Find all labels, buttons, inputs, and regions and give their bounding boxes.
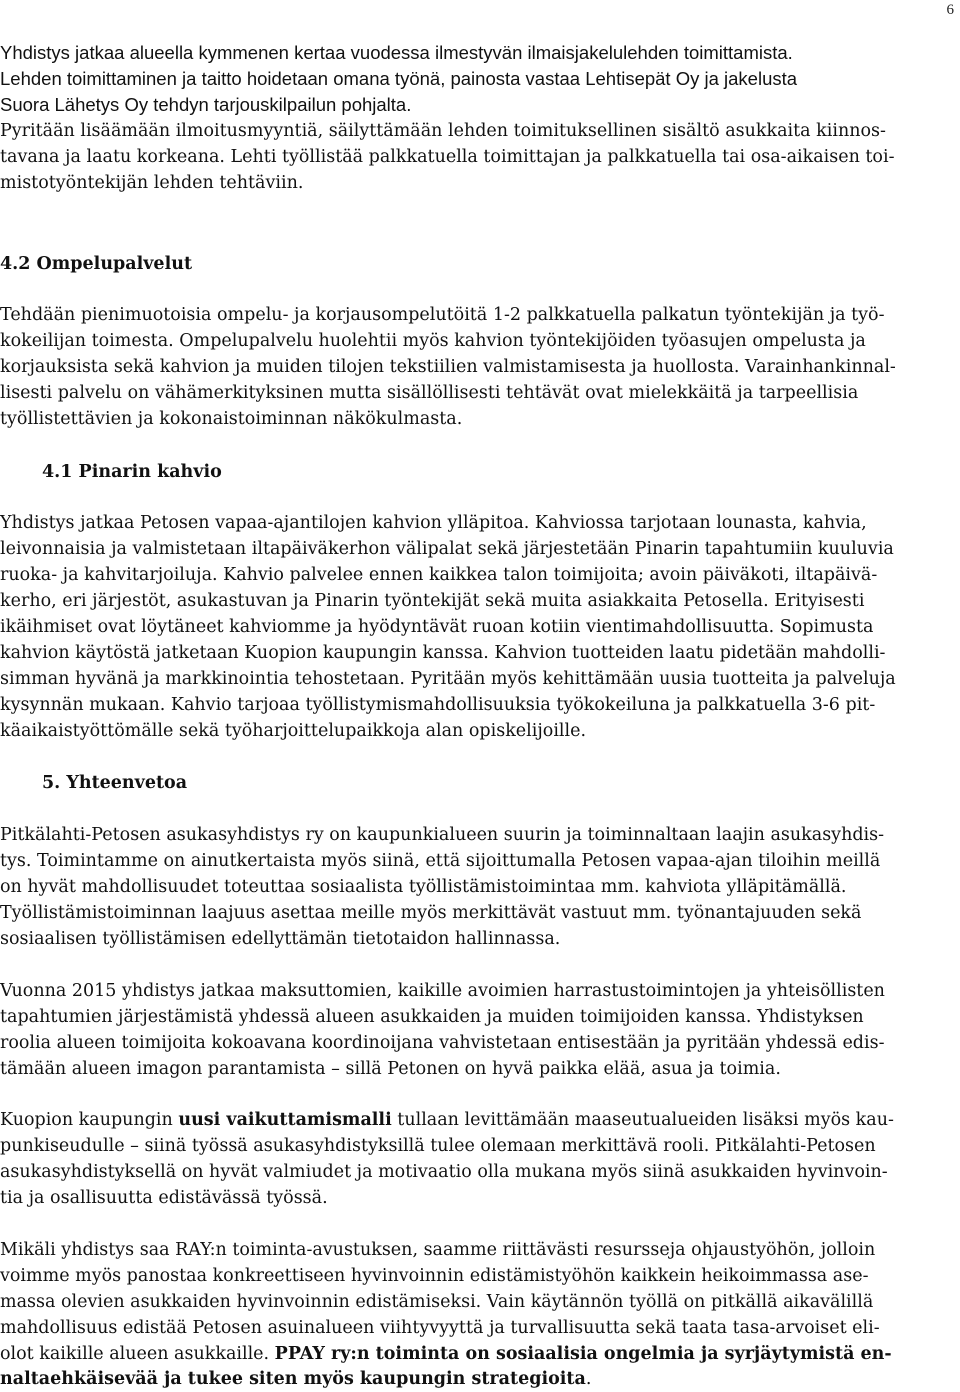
text-line: kokeilijan toimesta. Ompelupalvelu huolehtii myös kahvion työntekijöiden työasujen ompelusta ja	[0, 331, 866, 351]
text-line: tavana ja laatu korkeana. Lehti työllistää palkkatuella toimittajan ja palkkatuella tai osa-aikaisen toi-	[0, 147, 895, 167]
text-line: tia ja osallisuutta edistävässä työssä.	[0, 1188, 328, 1208]
text-line: Työllistämistoiminnan laajuus asettaa meille myös merkittävät vastuut mm. työnantajuuden sekä	[0, 903, 862, 923]
text-line: simman hyvänä ja markkinointia tehostetaan. Pyritään myös kehittämään uusia tuotteita ja palveluja	[0, 669, 896, 689]
text-run: olot kaikille alueen asukkaille.	[0, 1344, 275, 1364]
section-heading: 4.2 Ompelupalvelut	[0, 254, 193, 274]
text-line: Lehden toimittaminen ja taitto hoidetaan omana työnä, painosta vastaa Lehtisepät Oy ja jakelusta	[0, 68, 798, 89]
text-line: Pitkälahti-Petosen asukasyhdistys ry on kaupunkialueen suurin ja toiminnaltaan laajin asukasyhdis-	[0, 825, 885, 845]
text-line: ikäihmiset ovat löytäneet kahviomme ja hyödyntävät ruoan kotiin vientimahdollisuutta. Sopimusta	[0, 617, 874, 637]
text-line: Pyritään lisäämään ilmoitusmyyntiä, säilyttämään lehden toimituksellinen sisältö asukkaita kiinnos-	[0, 121, 886, 141]
text-run: .	[585, 1369, 592, 1389]
section-heading: 5. Yhteenvetoa	[42, 773, 188, 793]
text-line	[0, 1341, 892, 1367]
text-line: roolia alueen toimijoita kokoavana koordinoijana vahvistetaan entisestään ja pyritään yhdessä edis-	[0, 1033, 885, 1053]
text-line: tapahtumien järjestämistä yhdessä alueen asukkaiden ja muiden toimijoiden kanssa. Yhdistyksen	[0, 1007, 864, 1027]
text-line: tys. Toimintamme on ainutkertaista myös siinä, että sijoittumalla Petosen vapaa-ajan tiloihin meillä	[0, 851, 881, 871]
text-line: kahvion käytöstä jatketaan Kuopion kaupungin kanssa. Kahvion tuotteiden laatu pidetään mahdolli-	[0, 643, 886, 663]
text-line: Yhdistys jatkaa Petosen vapaa-ajantilojen kahvion ylläpitoa. Kahviossa tarjotaan lounasta, kahvia,	[0, 513, 867, 533]
text-line: lisesti palvelu on vähämerkityksinen mutta sisällöllisesti tehtävät ovat mielekkäitä ja tarpeellisia	[0, 383, 859, 403]
text-line: Mikäli yhdistys saa RAY:n toiminta-avustuksen, saamme riittävästi resursseja ohjaustyöhön, jolloin	[0, 1240, 876, 1260]
text-line: Vuonna 2015 yhdistys jatkaa maksuttomien, kaikille avoimien harrastustoimintojen ja yhteisöllisten	[0, 981, 885, 1001]
text-line: mistotyöntekijän lehden tehtäviin.	[0, 173, 304, 193]
text-line: Yhdistys jatkaa alueella kymmenen kertaa vuodessa ilmestyvän ilmaisjakelulehden toimittamista.	[0, 42, 793, 63]
text-line: sosiaalisen työllistämisen edellyttämän tietotaidon hallinnassa.	[0, 929, 561, 949]
text-line: korjauksista sekä kahvion ja muiden tilojen tekstiilien valmistamisesta ja huollosta. Varainhankinnal-	[0, 357, 896, 377]
text-line: kysynnän mukaan. Kahvio tarjoaa työllistymismahdollisuuksia työkokeiluna ja palkkatuella 3-6 pit-	[0, 695, 876, 715]
bold-emphasis: naltaehkäisevää ja tukee siten myös kaupungin strategioita	[0, 1369, 586, 1389]
text-line: käaikaistyöttömälle sekä työharjoittelupaikkoja alan opiskelijoille.	[0, 721, 587, 741]
text-line: massa olevien asukkaiden hyvinvoinnin edistämiseksi. Vain käytännön työllä on pitkällä aikavälillä	[0, 1292, 874, 1312]
bold-emphasis: uusi vaikuttamismalli	[178, 1110, 392, 1130]
section-heading: 4.1 Pinarin kahvio	[42, 462, 222, 482]
bold-emphasis: PPAY ry:n toiminta on sosiaalisia ongelmia ja syrjäytymistä en-	[274, 1344, 892, 1364]
text-line: leivonnaisia ja valmistetaan iltapäiväkerhon välipalat sekä järjestetään Pinarin tapahtumiin kuuluvia	[0, 539, 894, 559]
text-run: tullaan levittämään maaseutualueiden lisäksi myös kau-	[391, 1110, 894, 1130]
text-line: punkiseudulle – siinä työssä asukasyhdistyksillä tulee olemaan merkittävä rooli. Pitkälahti-Petosen	[0, 1136, 876, 1156]
text-line	[0, 1107, 894, 1133]
text-line: Tehdään pienimuotoisia ompelu- ja korjausompelutöitä 1-2 palkkatuella palkatun työntekijän ja työ-	[0, 305, 885, 325]
text-line: on hyvät mahdollisuudet toteuttaa sosiaalista työllistämistoimintaa mm. kahviota ylläpitämällä.	[0, 877, 847, 897]
text-line: Suora Lähetys Oy tehdyn tarjouskilpailun pohjalta.	[0, 94, 412, 115]
text-line: asukasyhdistyksellä on hyvät valmiudet ja motivaatio olla mukana myös siinä asukkaiden hyvinvoin-	[0, 1162, 888, 1182]
text-line: työllistettävien ja kokonaistoiminnan näkökulmasta.	[0, 409, 463, 429]
text-line: voimme myös panostaa konkreettiseen hyvinvoinnin edistämistyöhön kaikkein heikoimmassa ase-	[0, 1266, 869, 1286]
page-number: 6	[946, 2, 954, 18]
text-line: mahdollisuus edistää Petosen asuinalueen viihtyvyyttä ja turvallisuutta sekä taata tasa-arvoiset eli-	[0, 1318, 880, 1338]
text-line: kerho, eri järjestöt, asukastuvan ja Pinarin työntekijät sekä muita asiakkaita Petosella. Erityisesti	[0, 591, 865, 611]
text-run: Kuopion kaupungin	[0, 1110, 179, 1130]
text-line: tämään alueen imagon parantamista – sillä Petonen on hyvä paikka elää, asua ja toimia.	[0, 1059, 781, 1079]
text-line: ruoka- ja kahvitarjoiluja. Kahvio palvelee ennen kaikkea talon toimijoita; avoin päiväkoti, iltapäivä-	[0, 565, 878, 585]
text-line	[0, 1366, 591, 1392]
